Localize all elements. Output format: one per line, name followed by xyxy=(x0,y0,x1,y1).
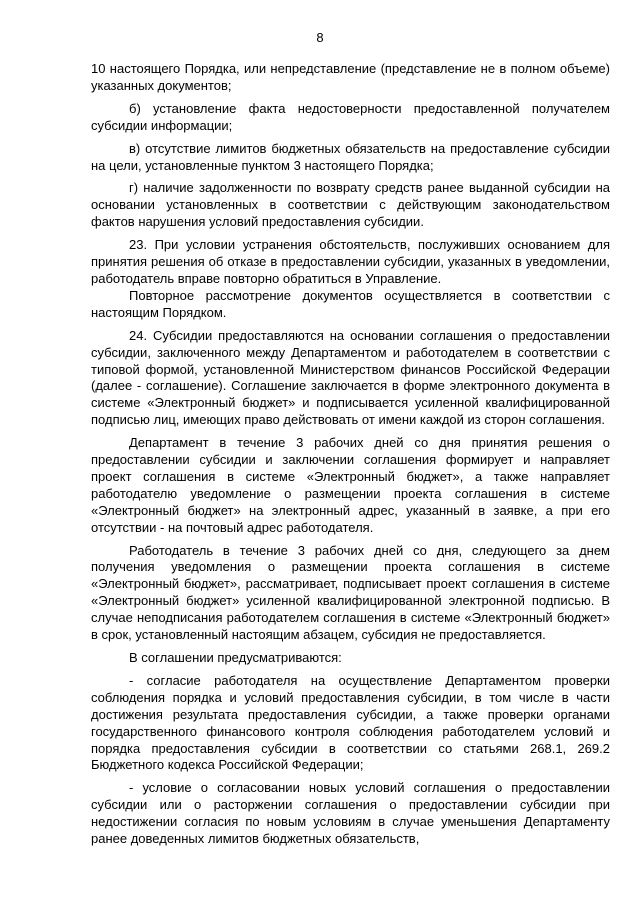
document-body xyxy=(91,61,610,854)
paragraph-24: 24. Субсидии предоставляются на основании соглашения о предоставлении субсидии, заключенного между Департаментом и работодателем в соответствии с типовой формой, установленной Министерством финансов Российской Федерации (далее - соглашение). Соглашение заключается в форме электронного документа в системе «Электронный бюджет» и подписывается усиленной квалифицированной подписью лиц, имеющих право действовать от имени каждой из сторон соглашения. xyxy=(91,327,610,428)
paragraph-item-v: в) отсутствие лимитов бюджетных обязательств на предоставление субсидии на цели, установленные пунктом 3 настоящего Порядка; xyxy=(91,140,610,173)
paragraph-repeat-review: Повторное рассмотрение документов осуществляется в соответствии с настоящим Порядком. xyxy=(91,287,610,320)
paragraph-agreement-provisions: В соглашении предусматриваются: xyxy=(129,650,342,665)
paragraph-department-term: Департамент в течение 3 рабочих дней со дня принятия решения о предоставлении субсидии и заключении соглашения формирует и направляет проект соглашения в системе «Электронный бюджет», а также направляет работодателю уведомление о размещении проекта соглашения в системе «Электронный бюджет» на электронный адрес, указанный в заявке, а при его отсутствии - на почтовый адрес работодателя. xyxy=(91,435,610,535)
page-number: 8 xyxy=(316,30,324,45)
paragraph-new-conditions: - условие о согласовании новых условий соглашения о предоставлении субсидии или о расторжении соглашения о предоставлении субсидии при недостижении согласия по новым условиям в случае уменьшения Департаменту ранее доведенных лимитов бюджетных обязательств, xyxy=(91,780,610,847)
paragraph-employer-term: Работодатель в течение 3 рабочих дней со дня, следующего за днем получения уведомления о размещении проекта соглашения в системе «Электронный бюджет», рассматривает, подписывает проект соглашения в системе «Электронный бюджет» усиленной квалифицированной электронной подписью. В случае неподписания работодателем соглашения в системе «Электронный бюджет» в срок, установленный настоящим абзацем, субсидия не предоставляется. xyxy=(91,542,610,643)
paragraph-item-b: б) установление факта недостоверности предоставленной получателем субсидии информации; xyxy=(91,100,610,133)
paragraph-consent: - согласие работодателя на осуществление Департаментом проверки соблюдения порядка и условий предоставления субсидии, в том числе в части достижения результата предоставления субсидии, а также проверки органами государственного финансового контроля соблюдения работодателем условий и порядка предоставления субсидии в соответствии со статьями 268.1, 269.2 Бюджетного кодекса Российской Федерации; xyxy=(91,672,610,773)
paragraph-continuation: 10 настоящего Порядка, или непредставление (представление не в полном объеме) указанных документов; xyxy=(91,61,610,93)
paragraph-item-g: г) наличие задолженности по возврату средств ранее выданной субсидии на основании установленных в соответствии с действующим законодательством фактов нарушения условий предоставления субсидии. xyxy=(91,180,610,230)
paragraph-23: 23. При условии устранения обстоятельств, послуживших основанием для принятия решения об отказе в предоставлении субсидии, указанных в уведомлении, работодатель вправе повторно обратиться в Управление. xyxy=(91,237,610,286)
